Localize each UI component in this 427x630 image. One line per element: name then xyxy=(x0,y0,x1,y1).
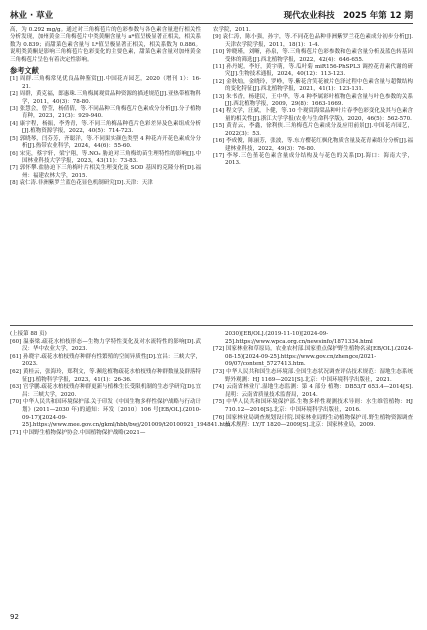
reference-item: [2] 周群，黄克福，郎惠珠.三角梅属观赏品种资源的描述规范[J].亚热带植物科学，2011，40(3)：78-80. xyxy=(10,91,201,105)
reference-item: [1] 周群.三角梅常见优良品种鉴赏[J].中国花卉园艺，2020（增刊 1）：16-21. xyxy=(10,76,201,90)
reference-item: [72] 国家林业和草原局，农业农村部.国家重点保护野生植物名录[EB/OL].(2024-08-15)[2024-09-25].https://www.gov.cn/zhengce/2021-09/07/content_5727413.htm. xyxy=(213,346,413,368)
reference-item: 2030)[EB/OL].(2019-11-10)[2024-09-25].https://www.wpca.org.cn/newsinfo/1871334.html xyxy=(225,331,373,345)
running-header xyxy=(10,8,413,22)
reference-item: [14] 程文学，汪斌，卜健，等.10 个观赏海棠品种叶片春季色彩变化及其与色素含量的相关性[J].浙江大学学报(农业与生命科学版)，2020，46(5)：562-570. xyxy=(213,108,413,122)
reference-item: [13] 朱书香，杨建民，王中华，等.4 种李属彩叶植物色素含量与叶色参数的关系[J].西北植物学报，2009，29(8)：1663-1669. xyxy=(213,93,413,108)
reference-item: [70] 中华人民共和国环境保护部.关于印发《中国生物多样性保护战略与行动计划》(2011—2030 年)的通知：环发〔2010〕106 号[EB/OL].(2010-09-17)[2024-09-25].https://www.mee.gov.cn/gkml/hbb/bwj/201009/t20100921_194841.htm. xyxy=(10,399,233,429)
page-number: 92 xyxy=(10,613,19,621)
continued-left-column xyxy=(10,331,233,437)
body-paragraph: 高，为 0.292 mg/g。通过对三角梅苞片的色彩参数与各色素含量进行相关性分析发现，加州黄金三角梅苞片中类黄酮含量与 a*值呈极显著正相关，相关系数为 0.839；而甜菜色素含量与 L*值呈极显著正相关，相关系数为 0.886。说明类黄酮是影响三角梅苞片色彩变化的主要色素，甜菜色素含量对加州黄金三角梅苞片呈色有着决定性影响。 xyxy=(10,27,201,63)
reference-item: [71] 中国野生植物保护协会.中国植物保护战略(2021— xyxy=(10,429,146,436)
reference-item: [8] 袁仁涛.非洲紫罗兰蓝色花显色机制研究[D].天津：天津 xyxy=(10,180,153,187)
reference-item: [6] 宋宪，蔡宇轩，梁宁翔，等.NO₂ 胁迫对三角梅幼苗生理特性的影响[J].中国林业科技大学学报，2023，43(11)：73-83. xyxy=(10,150,201,164)
reference-item: [62] 黄桂云，张海玲，郑利文，等.濒危植物疏花水柏枝残存种群数量及群落特征[J].植物科学学报，2023，41(1)：26-36. xyxy=(10,368,201,383)
reference-list-left xyxy=(10,76,201,187)
reference-item: [73] 中华人民共和国生态环境部.全国生态状况调查评估技术规范：湿地生态系统野外观测：HJ 1169—2021[S].北京：中国环境科学出版社，2021. xyxy=(213,368,413,383)
header-rule xyxy=(10,23,413,24)
continued-marker: (上接第 88 页) xyxy=(10,331,47,337)
reference-item: [4] 康宇程，杨振，李秀青，等.不同三角梅品种苞片色彩差异及色素组成分析[J].植物资源学报，2022，40(5)：714-723. xyxy=(10,120,201,135)
header-journal: 现代农业科技 2025 年第 12 期 xyxy=(283,11,413,21)
reference-item: [16] 李成俊，陈丽芳，张波，等.东方樱花红枫化物质含量及花青素组分分析[J].福建林业科技，2022，49(3)：76-80. xyxy=(213,138,413,152)
reference-item: [61] 孙晓宇.疏花水柏枝残存种群有性繁殖的空间异质性[D].宜昌：三峡大学，2023. xyxy=(10,353,201,368)
reference-list-right xyxy=(213,27,413,168)
right-column xyxy=(213,27,413,168)
left-column xyxy=(10,27,201,188)
reference-item: [3] 张慧会，曾莹，杨倩倩，等.不同品种三角梅苞片色素成分分析[J].分子植物育种，2023，21(3)：929-940. xyxy=(10,106,201,120)
reference-item: [60] 温秦梁.疏花水柏枝形态—生物力学特性变化及对水流特性的影响[D].武汉：华中农业大学，2023. xyxy=(10,338,201,353)
reference-item: [74] 云南省林业厅.湿地生态监测：第 4 部分 植物：DB53/T 653.4—2014[S].昆明：云南省质量技术监督局，2014. xyxy=(213,384,413,398)
reference-item: [75] 中华人民共和国环境保护部.生物多样性观测技术导则：水生维管植物：HJ 710.12—2016[S].北京：中国环境科学出版社，2016. xyxy=(213,399,413,413)
reference-item: [11] 孙丹妮，李好，黄宇萌，等.瓜叶菊 miR156-PhSPL3 调控花青素代谢的研究[J].生物技术通报，2024，40(12)：113-123. xyxy=(213,64,413,78)
reference-item: [12] 金秋灿，金晓玲，罗峥，等.紫花含笑花被片色泽过程中色素含量与超微结构的变化特征[J].西北植物学报，2021，41(1)：123-131. xyxy=(213,78,413,93)
reference-item: [5] 郭晓琴，闫芬芳，齐聪洋，等.不同果实颜色类型 4 种花卉开花色素成分分析[J].热带农业科学，2024，44(6)：55-60. xyxy=(10,135,201,150)
reference-item: [63] 官学鹏.疏花水柏枝残存种群更新与植株生长受限机制的生态学研究[D].宜昌：三峡大学，2020. xyxy=(10,384,201,398)
section-divider xyxy=(10,325,413,326)
reference-item: [7] 郭怀攀.盐胁迫下三角梅叶片相关生理变化及 SOD 基因的克隆分析[D].福州：福建农林大学，2015. xyxy=(10,165,201,179)
reference-item: [9] 袁仁涛，陈小强，孙宇，等.不同花色品种非洲紫罗兰花色素成分初步分析[J].天津农学院学报，2011，18(1)：1-4. xyxy=(213,34,413,48)
reference-item: [17] 李琴.三色堇花色素含量成分结构及与花色的关系[D].海口：海南大学，2013. xyxy=(213,152,413,167)
reference-item: 农学院，2011. xyxy=(213,27,251,33)
reference-item: [76] 国家林业局调查规划设计院.国家林业局野生动植物保护司.野生植物资源调查技术规程：LY/T 1820—2009[S].北京：国家林业局，2009. xyxy=(213,414,413,429)
header-section: 林业 · 草业 xyxy=(10,11,54,21)
reference-item: [15] 黄青云，李鑫，徐利侠.三角梅苞片色素成分及应用前景[J].中国花卉园艺，2022(3)：53. xyxy=(213,123,413,137)
continued-right-column xyxy=(213,331,413,430)
reference-item: [10] 钟晓瑾，刘晰，孙泉，等.三角梅苞片色彩参数和色素含量分析及蓝色转基因受体的筛选[J].西北植物学报，2022，42(4)：646-655. xyxy=(213,49,413,63)
references-title: 参考文献 xyxy=(10,66,39,76)
